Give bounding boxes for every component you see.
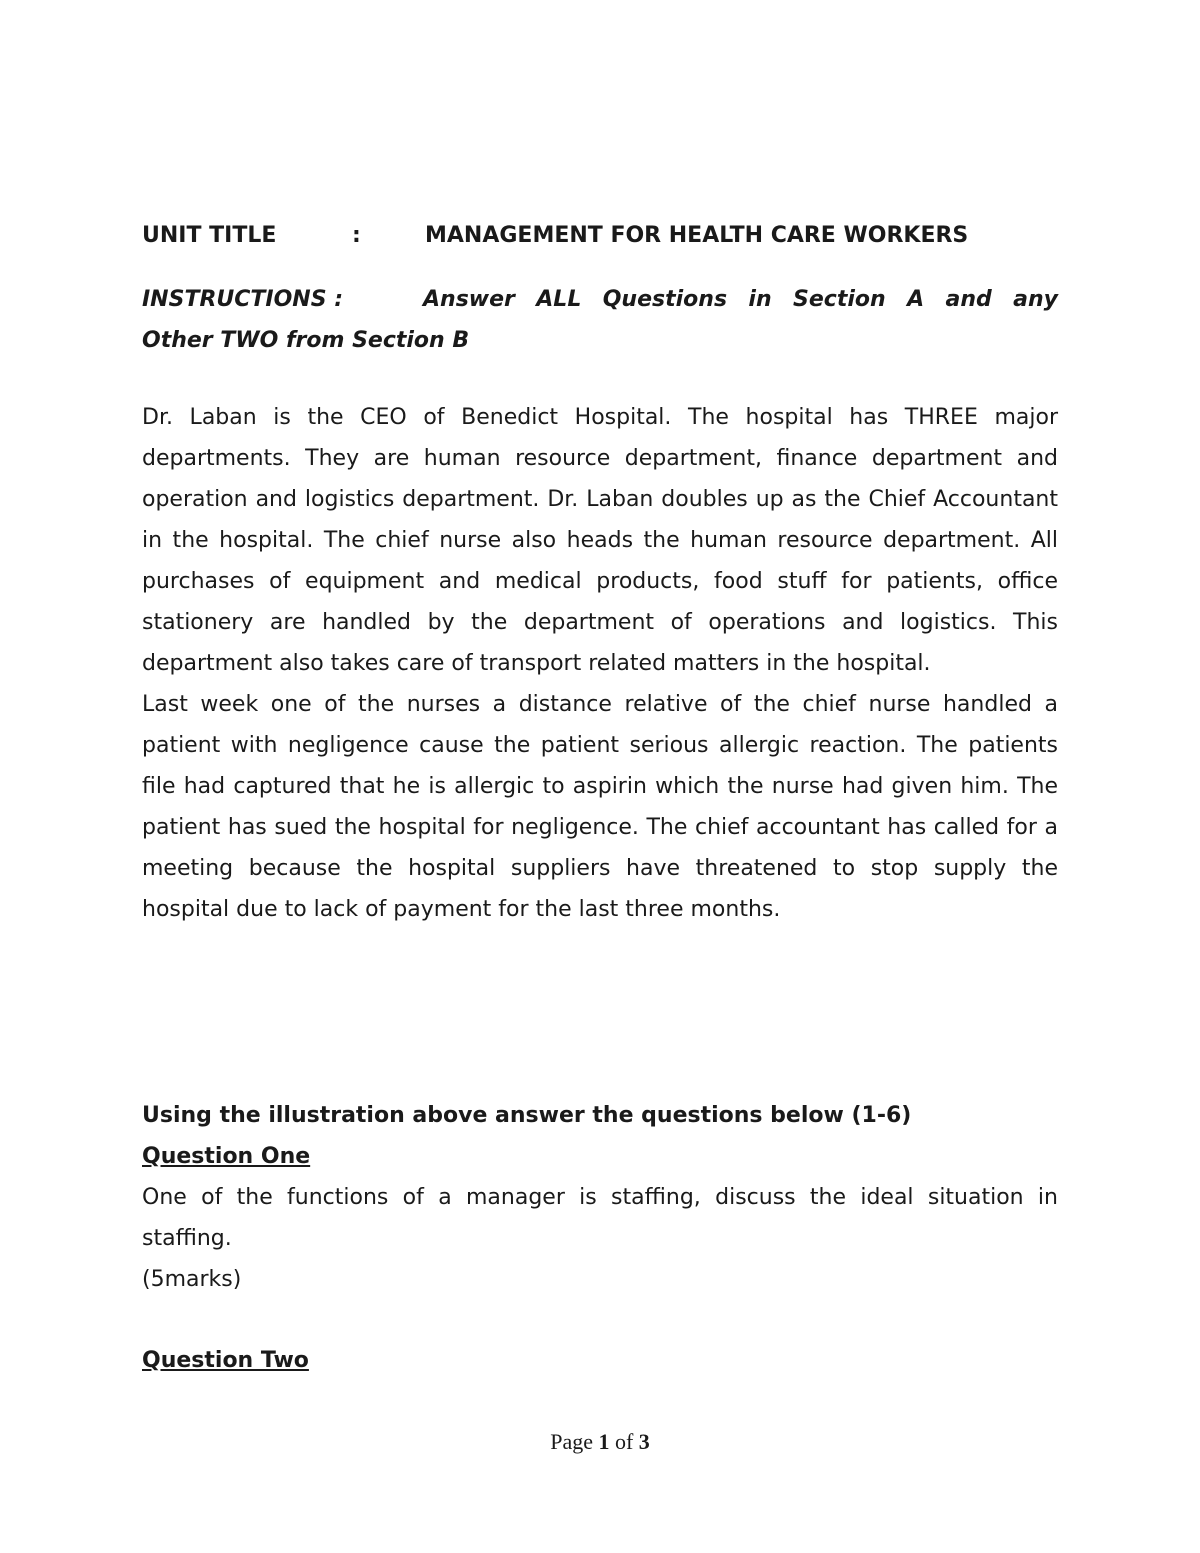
unit-title-value: MANAGEMENT FOR HEALTH CARE WORKERS [425,223,969,248]
question-two-heading: Question Two [142,1348,309,1373]
instructions-text-line2: Other TWO from Section B [142,328,470,353]
instructions-block [142,279,1058,361]
page-footer [0,1426,1200,1458]
question-one-marks: (5marks) [142,1267,242,1292]
unit-title-label: UNIT TITLE [142,223,277,248]
footer-total-pages: 3 [638,1429,650,1454]
footer-current-page: 1 [598,1429,610,1454]
instructions-label: INSTRUCTIONS : [142,287,344,312]
instructions-text-line1: Answer ALL Questions in Section A and any [423,287,1058,312]
case-study [142,397,1058,930]
questions-directive: Using the illustration above answer the questions below (1-6) [142,1103,912,1128]
unit-title-colon: : [352,223,361,248]
question-one-heading: Question One [142,1144,311,1169]
footer-page-word: Page [550,1429,593,1454]
case-study-paragraph-1: Dr. Laban is the CEO of Benedict Hospital. The hospital has THREE major departments. They are human resource department, finance department and operation and logistics department. Dr. Laban doubles up as the Chief Accountant in the hospital. The chief nurse also heads the human resource department. All purchases of equipment and medical products, food stuff for patients, office stationery are handled by the department of operations and logistics. This department also takes care of transport related matters in the hospital. [142,405,1058,676]
case-study-paragraph-2: Last week one of the nurses a distance relative of the chief nurse handled a patient with negligence cause the patient serious allergic reaction. The patients file had captured that he is allergic to aspirin which the nurse had given him. The patient has sued the hospital for negligence. The chief accountant has called for a meeting because the hospital suppliers have threatened to stop supply the hospital due to lack of payment for the last three months. [142,692,1058,922]
footer-of-word: of [614,1429,634,1454]
document-page [142,0,1058,1553]
question-one-text: One of the functions of a manager is staffing, discuss the ideal situation in staffing. [142,1185,1058,1251]
